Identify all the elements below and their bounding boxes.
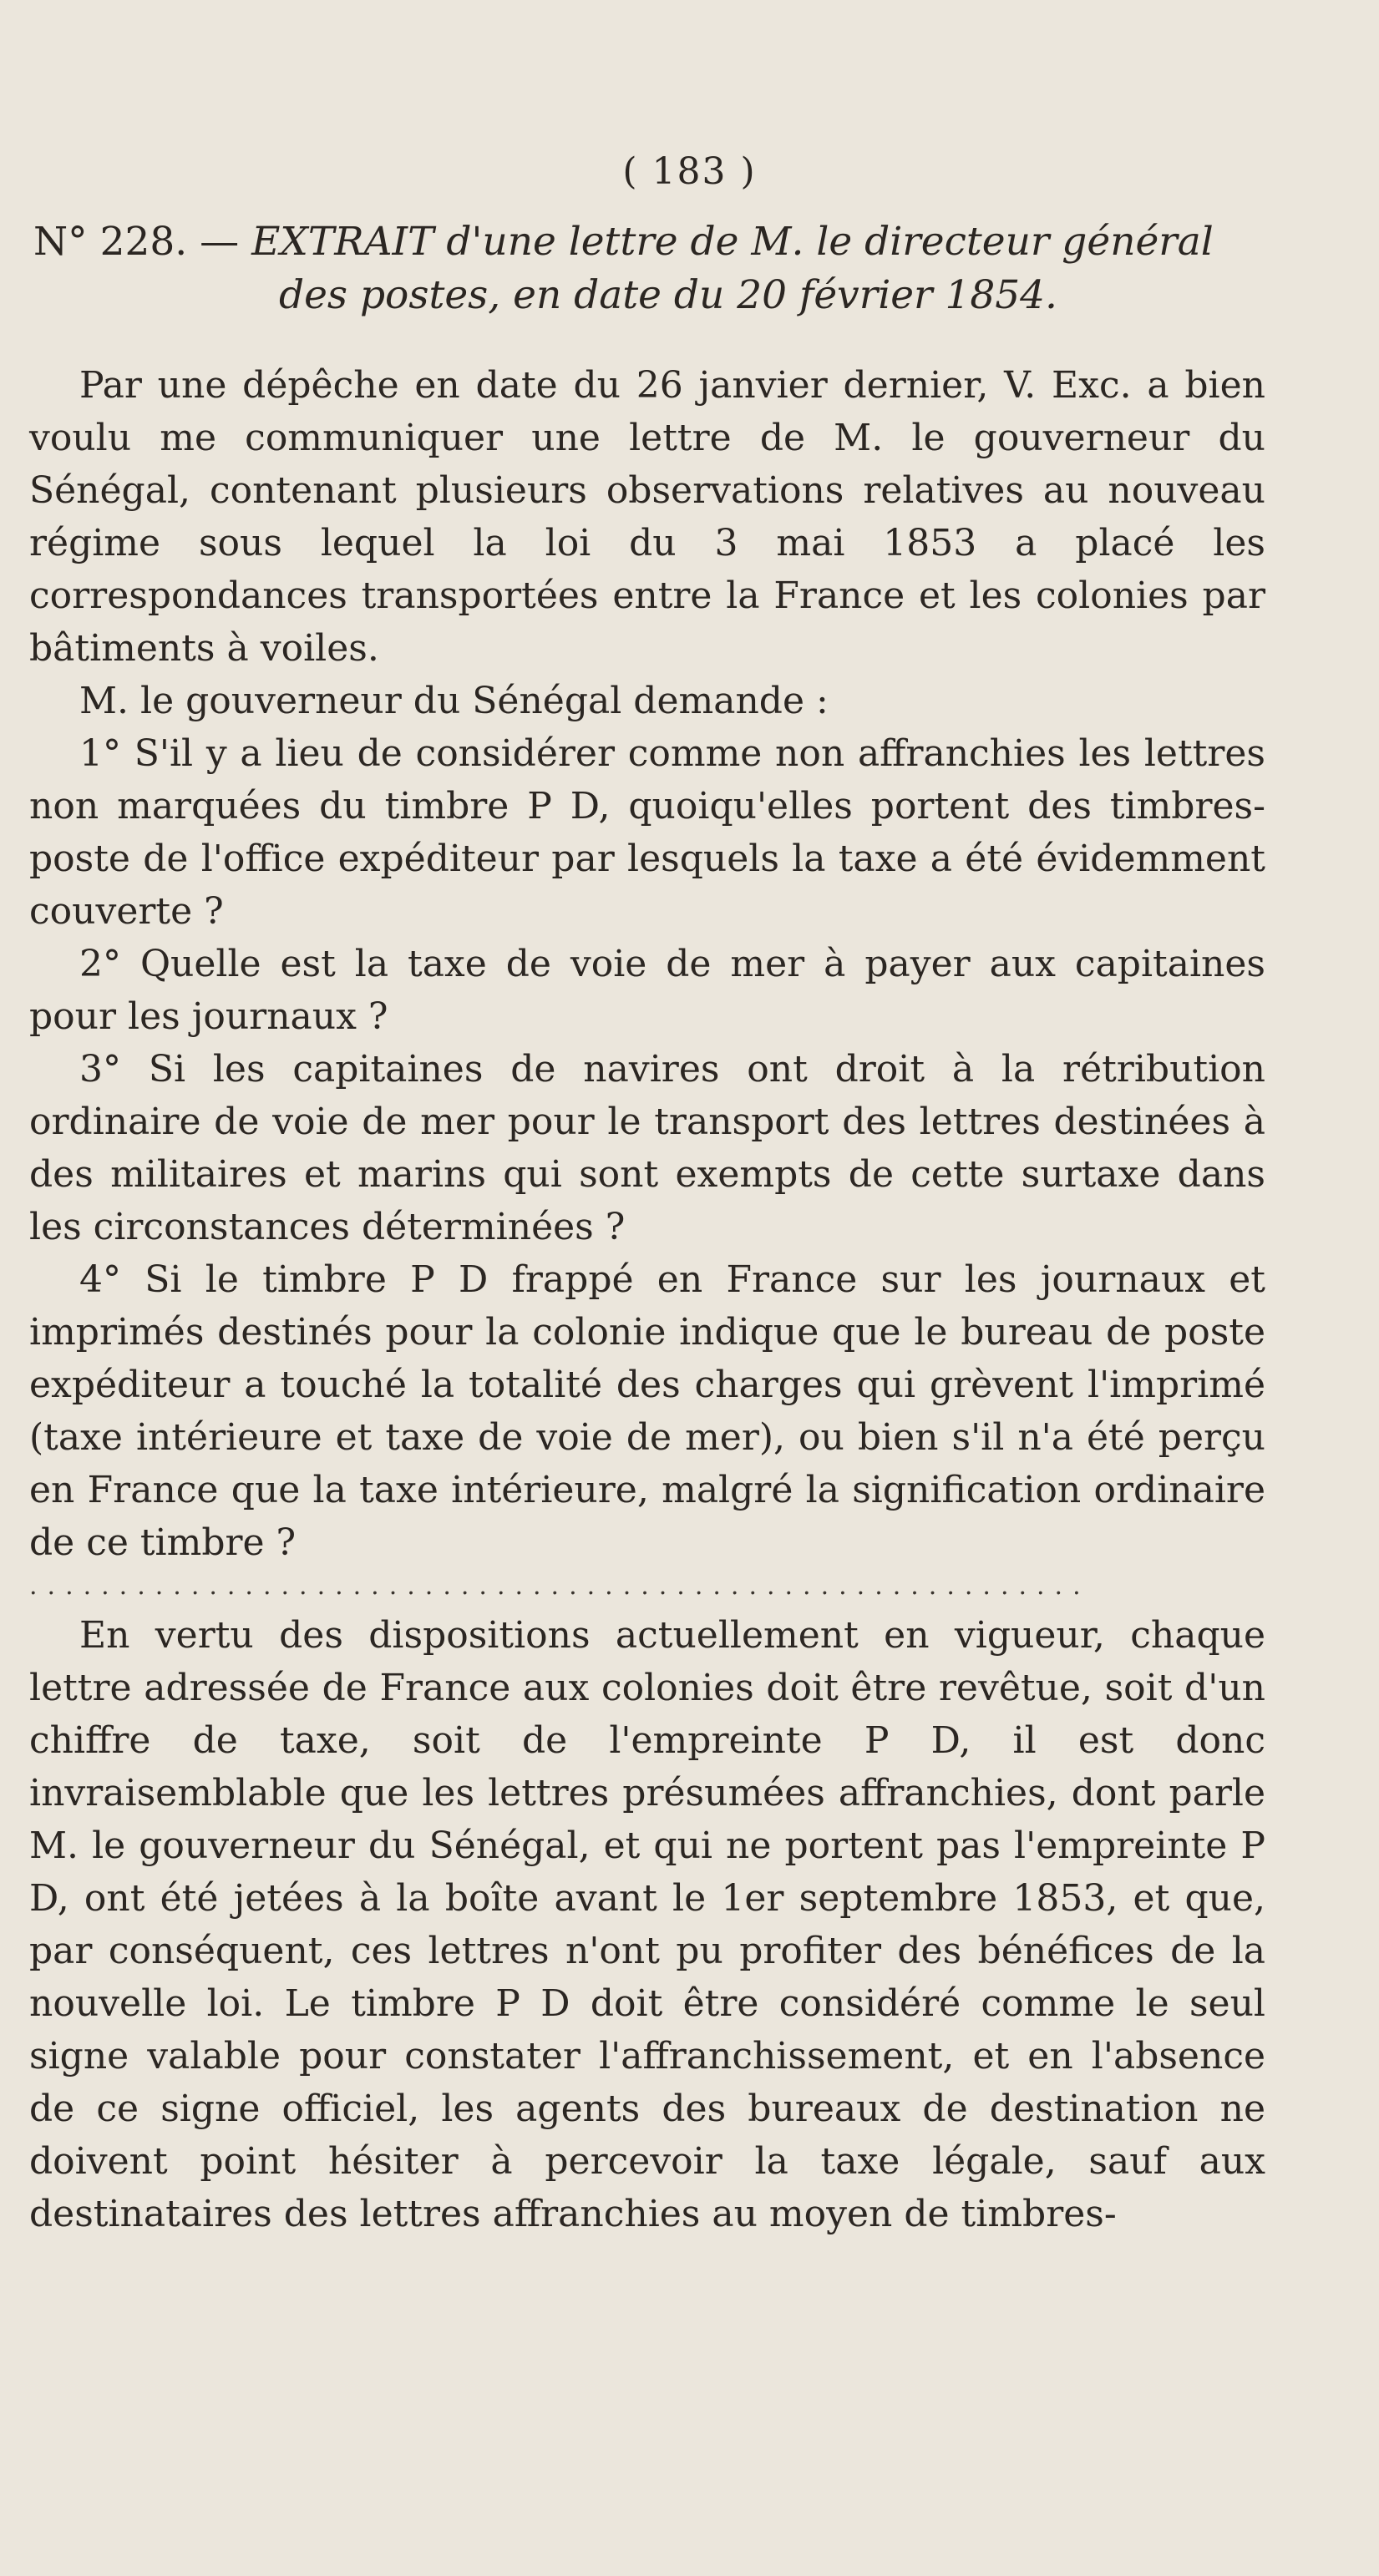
document-body bbox=[29, 359, 1265, 2240]
question-4: 4° Si le timbre P D frappé en France sur les journaux et imprimés destinés pour la colonie indique que le bureau de poste expéditeur a touché la totalité des charges qui grèvent l'imprimé (taxe intérieure et taxe de voie de mer), ou bien s'il n'a été perçu en France que la taxe intérieure, malgré la signification ordinaire de ce timbre ? bbox=[29, 1258, 1265, 1564]
question-1: 1° S'il y a lieu de considérer comme non affranchies les lettres non marquées du timbre P D, quoiqu'elles portent des timbres-poste de l'office expéditeur par lesquels la taxe a été évidemment couverte ? bbox=[29, 732, 1265, 933]
question-3: 3° Si les capitaines de navires ont droit à la rétribution ordinaire de voie de mer pour le transport des lettres destinées à des militaires et marins qui sont exempts de cette surtaxe dans les circonstances déterminées ? bbox=[29, 1048, 1265, 1248]
document-header bbox=[33, 215, 1270, 322]
page-number: ( 183 ) bbox=[622, 150, 757, 193]
demand-paragraph: M. le gouverneur du Sénégal demande : bbox=[79, 680, 829, 722]
document-title-line-1: EXTRAIT d'une lettre de M. le directeur général bbox=[251, 219, 1214, 265]
question-2: 2° Quelle est la taxe de voie de mer à payer aux capitaines pour les journaux ? bbox=[29, 943, 1265, 1038]
document-title-line-2: des postes, en date du 20 février 1854. bbox=[278, 272, 1057, 318]
intro-paragraph: Par une dépêche en date du 26 janvier dernier, V. Exc. a bien voulu me communiquer une lettre de M. le gouverneur du Sénégal, contenant plusieurs observations relatives au nouveau régime sous lequel la loi du 3 mai 1853 a placé les correspondances transportées entre la France et les colonies par bâtiments à voiles. bbox=[29, 364, 1265, 670]
document-number: N° 228. — bbox=[33, 219, 240, 265]
dotted-separator: ........................................................... bbox=[29, 1577, 1091, 1596]
response-paragraph: En vertu des dispositions actuellement en vigueur, chaque lettre adressée de France aux colonies doit être revêtue, soit d'un chiffre de taxe, soit de l'empreinte P D, il est donc invraisemblable que les lettres présumées affranchies, dont parle M. le gouverneur du Sénégal, et qui ne portent pas l'empreinte P D, ont été jetées à la boîte avant le 1er septembre 1853, et que, par conséquent, ces lettres n'ont pu profiter des bénéfices de la nouvelle loi. Le timbre P D doit être considéré comme le seul signe valable pour constater l'affranchissement, et en l'absence de ce signe officiel, les agents des bureaux de destination ne doivent point hésiter à percevoir la taxe légale, sauf aux destinataires des lettres affranchies au moyen de timbres- bbox=[29, 1614, 1265, 2235]
